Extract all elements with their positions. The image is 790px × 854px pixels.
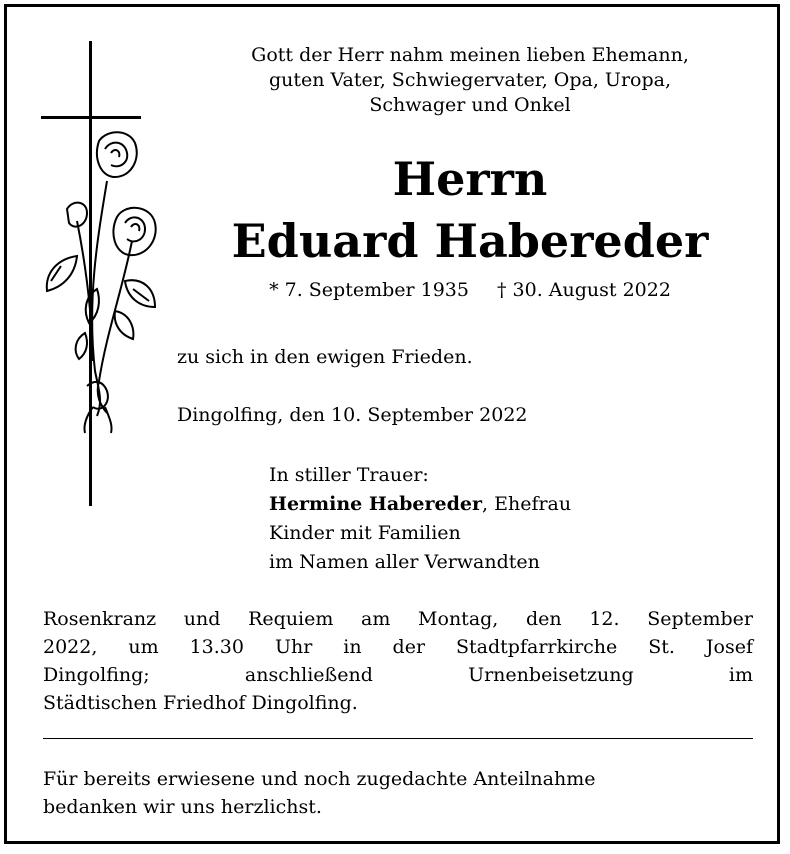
place-date-line: Dingolfing, den 10. September 2022 (177, 404, 528, 426)
service-line: Dingolfing; anschließend Urnenbeisetzung im (43, 664, 753, 686)
spouse-role: , Ehefrau (482, 493, 572, 515)
deceased-name: Eduard Habereder (231, 214, 709, 268)
intro-line: guten Vater, Schwiegervater, Opa, Uropa, (268, 69, 671, 91)
obituary-notice (4, 4, 780, 844)
intro-text (175, 43, 765, 118)
life-dates (175, 279, 765, 301)
mourners-block (269, 461, 571, 577)
service-line: Städtischen Friedhof Dingolfing. (43, 692, 358, 714)
divider (43, 738, 753, 739)
spouse-name: Hermine Habereder (269, 493, 483, 515)
mourners-line: im Namen aller Verwandten (269, 551, 540, 573)
service-details (43, 605, 753, 717)
cross-with-roses (37, 41, 167, 511)
intro-line: Gott der Herr nahm meinen lieben Ehemann, (251, 44, 689, 66)
thanks-line: bedanken wir uns herzlichst. (43, 796, 322, 818)
thanks-text (43, 765, 753, 821)
spouse-line (269, 490, 571, 519)
service-line: 2022, um 13.30 Uhr in der Stadtpfarrkirche St. Josef (43, 636, 753, 658)
roses-icon (47, 132, 156, 433)
thanks-line: Für bereits erwiesene und noch zugedachte Anteilnahme (43, 768, 596, 790)
mourners-line: Kinder mit Familien (269, 522, 461, 544)
birth-date: * 7. September 1935 (269, 279, 469, 301)
death-date: † 30. August 2022 (496, 279, 671, 301)
intro-line: Schwager und Onkel (369, 94, 571, 116)
mourners-heading: In stiller Trauer: (269, 464, 429, 486)
salutation: Herrn (392, 152, 548, 206)
service-line: Rosenkranz und Requiem am Montag, den 12. September (43, 608, 753, 630)
peace-line: zu sich in den ewigen Frieden. (177, 346, 473, 368)
